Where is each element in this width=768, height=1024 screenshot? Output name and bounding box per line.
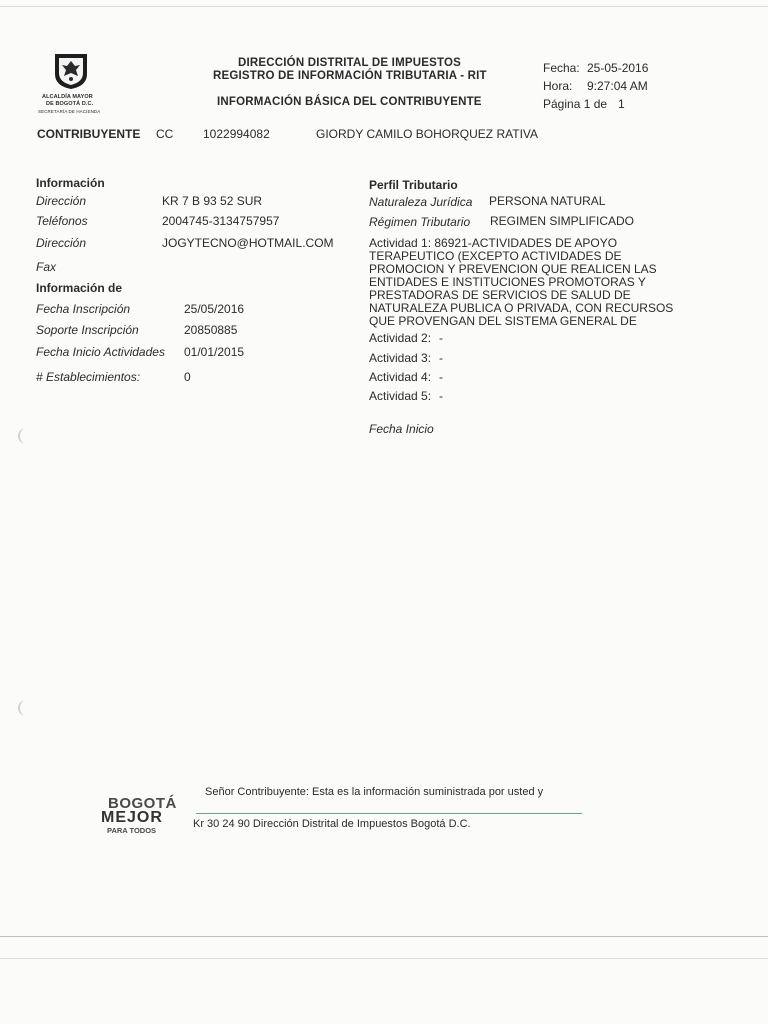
hora-label: Hora: <box>543 79 573 93</box>
actividad-2-label: Actividad 2: <box>369 331 432 345</box>
actividad-1-line-1: Actividad 1: 86921-ACTIVIDADES DE APOYO <box>369 236 618 250</box>
info-label-fax: Fax <box>36 260 57 274</box>
actividad-1-line-5: PRESTADORAS DE SERVICIOS DE SALUD DE <box>369 288 631 302</box>
informacion-de-title: Información de <box>36 281 123 295</box>
contribuyente-label: CONTRIBUYENTE <box>37 127 141 141</box>
footer-address: Kr 30 24 90 Dirección Distrital de Impuestos Bogotá D.C. <box>193 818 471 830</box>
hora-value: 9:27:04 AM <box>587 79 648 93</box>
fecha-value: 25-05-2016 <box>587 61 649 75</box>
pagina-total: 1 <box>618 97 625 111</box>
info-label-telefonos: Teléfonos <box>36 214 88 228</box>
scan-top-edge <box>0 6 768 7</box>
actividad-4-value: - <box>439 370 443 384</box>
fecha-inicio-actividades-label: Fecha Inicio Actividades <box>36 345 165 359</box>
footer-notice: Señor Contribuyente: Esta es la información suministrada por usted y <box>205 786 544 798</box>
actividad-5-label: Actividad 5: <box>369 389 432 403</box>
scan-bottom-edge-2 <box>0 958 768 959</box>
actividad-4-label: Actividad 4: <box>369 370 432 384</box>
naturaleza-label: Naturaleza Jurídica <box>369 195 473 209</box>
footer-logo-mid: MEJOR <box>101 809 163 826</box>
regimen-label: Régimen Tributario <box>369 215 471 229</box>
logo-line-2: DE BOGOTÁ D.C. <box>46 101 94 107</box>
info-value-email: JOGYTECNO@HOTMAIL.COM <box>162 236 334 250</box>
logo-line-1: ALCALDÍA MAYOR <box>42 94 93 100</box>
regimen-value: REGIMEN SIMPLIFICADO <box>490 214 635 228</box>
informacion-title: Información <box>36 176 105 190</box>
footer-logo-top: BOGOTÁ <box>108 795 177 812</box>
actividad-1-line-6: NATURALEZA PUBLICA O PRIVADA, CON RECURSOS <box>369 301 674 315</box>
actividad-1-line-2: TERAPEUTICO (EXCEPTO ACTIVIDADES DE <box>369 249 622 263</box>
fecha-inicio-actividades-value: 01/01/2015 <box>184 345 245 359</box>
section-title: INFORMACIÓN BÁSICA DEL CONTRIBUYENTE <box>217 96 482 108</box>
fecha-inscripcion-label: Fecha Inscripción <box>36 302 131 316</box>
scan-bottom-edge <box>0 936 768 937</box>
registry-title: REGISTRO DE INFORMACIÓN TRIBUTARIA - RIT <box>213 70 487 82</box>
pagina-label: Página 1 de <box>543 97 608 111</box>
actividad-5-value: - <box>439 389 443 403</box>
logo-line-3: SECRETARÍA DE HACIENDA <box>38 109 101 114</box>
fecha-inscripcion-value: 25/05/2016 <box>184 302 245 316</box>
info-value-telefonos: 2004745-3134757957 <box>162 214 280 228</box>
actividad-1-line-4: ENTIDADES E INSTITUCIONES PROMOTORAS Y <box>369 275 646 289</box>
actividad-2-value: - <box>439 331 443 345</box>
fecha-label: Fecha: <box>543 61 580 75</box>
org-title: DIRECCIÓN DISTRITAL DE IMPUESTOS <box>238 57 462 69</box>
soporte-inscripcion-value: 20850885 <box>184 323 238 337</box>
establecimientos-label: # Establecimientos: <box>36 370 141 384</box>
actividad-3-label: Actividad 3: <box>369 351 432 365</box>
actividad-1-line-7: QUE PROVENGAN DEL SISTEMA GENERAL DE <box>369 314 637 328</box>
contribuyente-doc-number: 1022994082 <box>203 127 270 141</box>
footer-logo-bottom: PARA TODOS <box>107 826 157 835</box>
actividad-1-line-3: PROMOCION Y PREVENCION QUE REALICEN LAS <box>369 262 657 276</box>
info-label-email: Dirección <box>36 236 87 250</box>
contribuyente-name: GIORDY CAMILO BOHORQUEZ RATIVA <box>316 127 539 141</box>
punch-hole-top <box>18 428 34 444</box>
punch-hole-bottom <box>18 700 34 716</box>
fecha-inicio-label: Fecha Inicio <box>369 422 434 436</box>
actividad-3-value: - <box>439 351 443 365</box>
bogota-crest-icon <box>52 52 90 90</box>
naturaleza-value: PERSONA NATURAL <box>489 194 606 208</box>
perfil-title: Perfil Tributario <box>369 178 458 192</box>
soporte-inscripcion-label: Soporte Inscripción <box>36 323 139 337</box>
footer-divider <box>196 813 582 814</box>
info-value-direccion: KR 7 B 93 52 SUR <box>162 194 263 208</box>
establecimientos-value: 0 <box>184 370 191 384</box>
info-label-direccion: Dirección <box>36 194 87 208</box>
contribuyente-doc-type: CC <box>156 127 174 141</box>
